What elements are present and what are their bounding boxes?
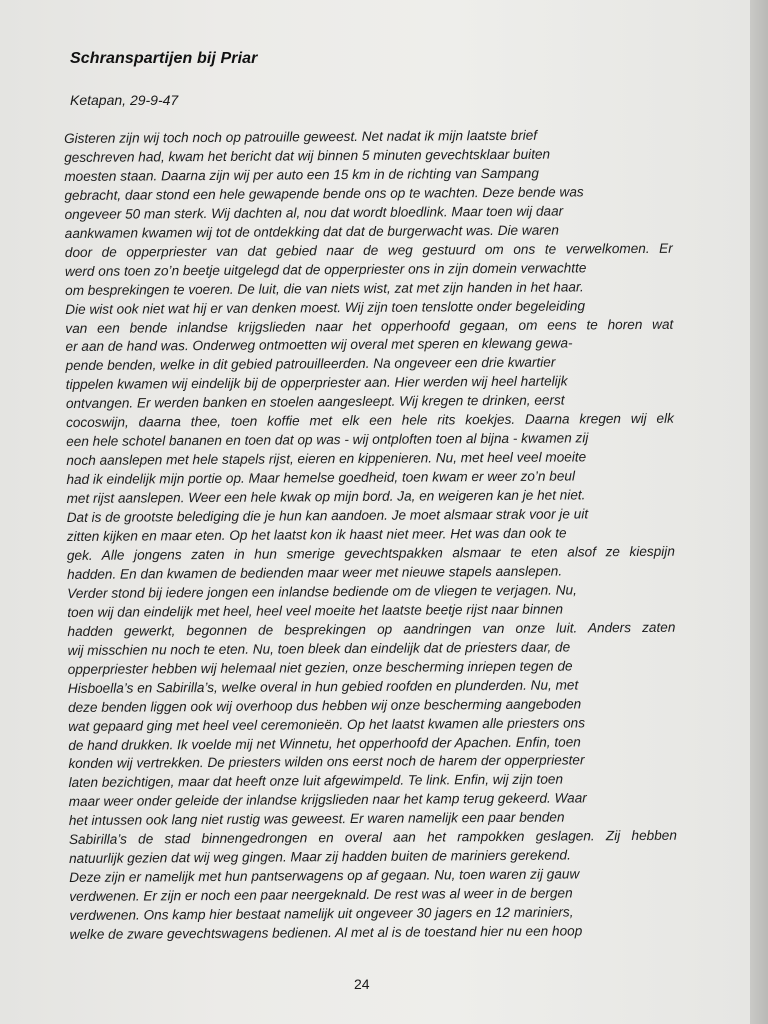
text-line: toen wij dan eindelijk met heel, heel veel moeite het laatste beetje rijst naar binnen	[67, 601, 564, 620]
text-line: zitten kijken en maar eten. Op het laatst kon ik haast niet meer. Het was dan ook te	[66, 525, 567, 545]
text-line: wat gepaard ging met heel veel ceremonieën. Op het laatst kwamen alle priesters ons	[68, 714, 586, 734]
text-line: met rijst aanslepen. Weer een hele kwak op mijn bord. Ja, en weigeren kan je het niet.	[66, 487, 586, 507]
text-line: noch aanslepen met hele stapels rijst, eieren en kippenieren. Nu, met heel veel moeite	[66, 449, 587, 469]
text-line: cocoswijn, daarna thee, toen koffie met elk een hele rits koekjes. Daarna kregen wij elk	[65, 411, 674, 431]
text-line: Dat is de grootste belediging die je hun kan aandoen. Je moet alsmaar strak voor je uit	[66, 506, 589, 526]
text-line: verdwenen. Ons kamp hier bestaat namelijk uit ongeveer 30 jagers en 12 mariniers,	[69, 904, 574, 924]
text-line: hadden gewerkt, begonnen de besprekingen op aandringen van onze luit. Anders zaten	[67, 619, 676, 639]
text-line: welke de zware gevechtswagens bedienen. Al met al is de toestand hier nu een hoop	[69, 923, 583, 943]
text-line: hadden. En dan kwamen de bedienden maar weer met nieuwe stapels aanslepen.	[67, 563, 563, 582]
text-line: geschreven had, kwam het bericht dat wij binnen 5 minuten gevechtsklaar buiten	[64, 146, 551, 165]
text-line: een hele schotel bananen en toen dat op was - wij ontploften toen al bijna - kwamen zij	[66, 430, 589, 450]
text-line: Hisboella’s en Sabirilla’s, welke overal in hun gebied roofden en plunderden. Nu, met	[67, 677, 579, 696]
text-line: van een bende inlandse krijgslieden naar het opperhoofd gegaan, om eens te horen wat	[65, 316, 674, 336]
text-line: laten bezichtigen, maar dat heeft onze luit afgewimpeld. Te link. Enfin, wij zijn toen	[68, 771, 564, 791]
text-line: aankwamen kwamen wij tot de ontdekking dat dat de burgerwacht was. Die waren	[64, 222, 559, 241]
text-line: er aan de hand was. Onderweg ontmoetten wij overal met speren en klewang gewa-	[65, 335, 573, 355]
text-line: maar weer onder geleide der inlandse krijgslieden naar het kamp terug gekeerd. Waar	[68, 790, 587, 810]
text-line: ongeveer 50 man sterk. Wij dachten al, nou dat wordt bloedlink. Maar toen wij daar	[64, 203, 564, 222]
text-line: moesten staan. Daarna zijn wij per auto een 15 km in de richting van Sampang	[64, 165, 539, 184]
text-line: gek. Alle jongens zaten in hun smerige gevechtspakken alsmaar te eten alsof ze kiespijn	[66, 543, 675, 563]
dateline: Ketapan, 29-9-47	[70, 92, 179, 108]
text-line: deze benden liggen ook wij overhoop dus hebben wij onze bescherming aangeboden	[67, 695, 582, 715]
page-number: 24	[354, 976, 370, 992]
text-line: wij misschien nu noch te eten. Nu, toen bleek dan eindelijk dat de priesters daar, de	[67, 639, 571, 658]
text-line: had ik eindelijk mijn portie op. Maar hemelse goedheid, toen kwam er weer zo’n beul	[66, 468, 576, 488]
text-line: om besprekingen te voeren. De luit, die van niets wist, zat met zijn handen in het haar.	[65, 279, 584, 298]
text-line: door de opperpriester van dat gebied naar de weg gestuurd om ons te verwelkomen. Er	[64, 240, 673, 260]
text-line: gebracht, daar stond een hele gewapende bende ons op te wachten. Deze bende was	[64, 184, 584, 203]
page-title: Schranspartijen bij Priar	[70, 50, 258, 67]
text-line: ontvangen. Er werden banken en stoelen aangesleept. Wij kregen te drinken, eerst	[65, 392, 565, 412]
text-line: Verder stond bij iedere jongen een inlandse bediende om de vliegen te verjagen. Nu,	[67, 582, 577, 601]
text-line: werd ons toen zo’n beetje uitgelegd dat de opperpriester ons in zijn domein verwachtte	[64, 260, 587, 279]
text-line: Gisteren zijn wij toch noch op patrouille geweest. Net nadat ik mijn laatste brief	[64, 127, 538, 146]
page-edge	[750, 0, 768, 1024]
text-line: opperpriester hebben wij helemaal niet gezien, onze bescherming inriepen tegen de	[67, 658, 573, 677]
text-line: natuurlijk gezien dat wij weg gingen. Maar zij hadden buiten de mariniers gerekend.	[69, 847, 571, 867]
text-line: konden wij vertrekken. De priesters wilden ons eerst noch de harem der opperpriester	[68, 752, 585, 772]
text-line: Deze zijn er namelijk met hun pantserwagens op af gegaan. Nu, toen waren zij gauw	[69, 866, 580, 886]
text-line: de hand drukken. Ik voelde mij net Winnetu, het opperhoofd der Apachen. Enfin, toen	[68, 733, 581, 753]
letter-body	[64, 126, 678, 945]
text-line: het intussen ook lang niet rustig was geweest. Er waren namelijk een paar benden	[68, 809, 565, 829]
text-line: Die wist ook niet wat hij er van denken moest. Wij zijn toen tenslotte onder begeleiding	[65, 297, 586, 317]
text-line: pende benden, welke in dit gebied patrouilleerden. Na ongeveer een drie kwartier	[65, 355, 556, 374]
text-line: verdwenen. Er zijn er noch een paar neergeknald. De rest was al weer in de bergen	[69, 885, 573, 905]
text-line: tippelen kwamen wij eindelijk bij de opperpriester aan. Hier werden wij heel hartelijk	[65, 373, 568, 393]
text-line: Sabirilla’s de stad binnengedrongen en overal aan het rampokken geslagen. Zij hebben	[68, 828, 677, 848]
